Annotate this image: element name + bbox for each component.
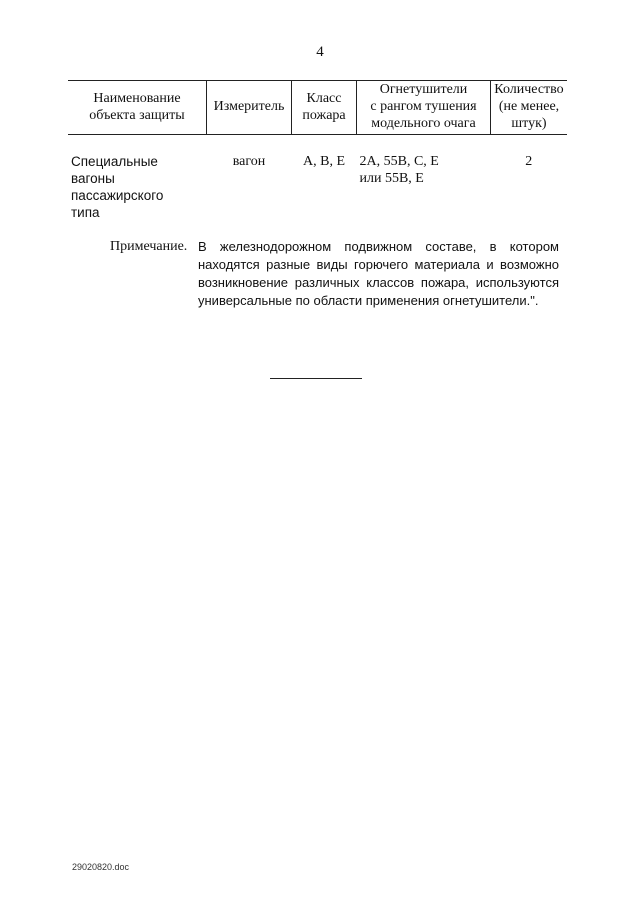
cell-line: вагоны	[71, 171, 115, 186]
fire-extinguisher-table	[68, 80, 567, 221]
header-unit	[207, 81, 292, 135]
header-line: Количество	[494, 82, 564, 97]
header-extinguishers	[357, 81, 491, 135]
header-line: штук)	[511, 116, 547, 131]
header-row	[68, 81, 567, 135]
header-line: Измеритель	[213, 99, 285, 114]
cell-line: или 55В, Е	[359, 171, 424, 186]
cell-quantity: 2	[525, 154, 533, 169]
page-number: 4	[316, 44, 324, 60]
cell-extinguishers	[357, 153, 491, 221]
note-block	[110, 238, 559, 310]
table-header	[68, 81, 567, 135]
end-divider	[270, 378, 362, 379]
cell-object-name	[68, 153, 207, 221]
note-text: В железнодорожном подвижном составе, в котором находятся разные виды горючего материала и возможно возникновение различных классов пожара, используются универсальные по области применения огнетушители.".	[198, 239, 559, 308]
spacer-row	[68, 135, 567, 154]
header-line: пожара	[302, 107, 346, 123]
header-line: объекта защиты	[89, 107, 185, 123]
spacer-cell	[68, 135, 567, 154]
header-object-name	[68, 81, 207, 135]
header-fire-class	[292, 81, 357, 135]
cell-line: Специальные	[71, 154, 158, 169]
cell-line: 2А, 55В, С, Е	[359, 154, 439, 169]
header-line: Наименование	[93, 90, 181, 106]
cell-line: типа	[71, 205, 100, 220]
header-line: Огнетушители	[379, 82, 468, 97]
file-code: 29020820.doc	[72, 862, 130, 872]
table-row	[68, 153, 567, 221]
header-line: (не менее,	[498, 99, 560, 114]
header-quantity	[491, 81, 568, 135]
note-label: Примечание.	[110, 239, 188, 254]
cell-line: пассажирского	[71, 188, 164, 203]
table-body	[68, 135, 567, 222]
header-line: Класс	[306, 90, 342, 106]
cell-unit: вагон	[232, 154, 266, 169]
cell-fire-class: А, В, Е	[303, 154, 345, 169]
header-line: модельного очага	[371, 116, 476, 131]
header-line: с рангом тушения	[370, 99, 477, 114]
